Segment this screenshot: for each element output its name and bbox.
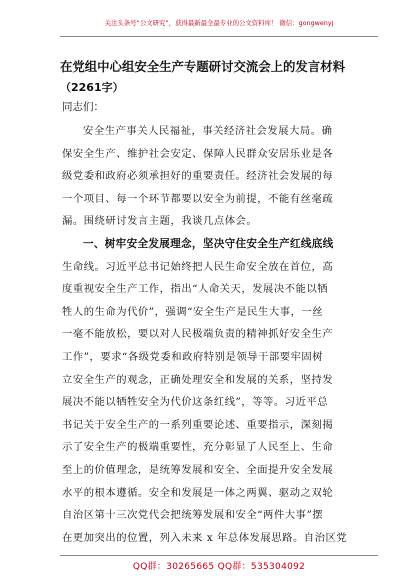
footer-contact-text: QQ群：30265665 QQ群：535304092 bbox=[132, 562, 306, 572]
text-line: 水平的根本遵循。安全和发展是一体之两翼、驱动之双轮 bbox=[62, 486, 334, 499]
text-line: 书记关于安全生产的一系列重要论述、重要指示，深刻揭 bbox=[62, 418, 334, 431]
document-title: 在党组中心组安全生产专题研讨交流会上的发言材料 bbox=[60, 59, 345, 74]
text-line: 度重视安全生产工作，指出“人命关天，发展决不能以牺 bbox=[62, 283, 329, 296]
text-line: 牲人的生命为代价”，强调“安全生产是民生大事，一丝 bbox=[62, 305, 324, 318]
text-line: 在更加突出的位置，列入未来 x 年总体发展思路。自治区党 bbox=[62, 531, 348, 544]
text-line: 自治区第十三次党代会把统筹发展和安全“两件大事”摆 bbox=[62, 509, 324, 522]
text-line: 示了安全生产的极端重要性，充分彰显了人民至上、生命 bbox=[62, 441, 334, 454]
text-line: 一个项目、每一个环节都要以安全为前提，不能有丝毫疏 bbox=[62, 192, 334, 205]
section-heading-line: 一、树牢安全发展理念，坚决守住安全生产红线底线 bbox=[83, 238, 334, 250]
text-line: 漏。围绕研讨发言主题，我谈几点体会。 bbox=[62, 215, 258, 228]
text-line: 展决不能以牺牲安全为代价这条红线”，等等。习近平总 bbox=[62, 396, 329, 409]
salutation: 同志们： bbox=[62, 101, 104, 113]
text-line: 生命线。习近平总书记始终把人民生命安全放在首位，高 bbox=[62, 260, 334, 273]
text-line: 安全生产事关人民福祉，事关经济社会发展大局。确 bbox=[83, 125, 333, 137]
header-banner bbox=[60, 6, 378, 37]
text-line: 至上的价值理念，是统筹发展和安全、全面提升安全发展 bbox=[62, 463, 334, 476]
text-line: 保安全生产、维护社会安定、保障人民群众安居乐业是各 bbox=[62, 147, 334, 160]
paragraph-section-one bbox=[62, 233, 352, 549]
text-line: 一毫不能放松，要以对人民极端负责的精神抓好安全生产 bbox=[62, 328, 334, 341]
text-line: 级党委和政府必须承担好的重要责任。经济社会发展的每 bbox=[62, 170, 334, 183]
header-banner-text: 关注头条号“公文研究”，获得最新最全最专业的公文资料库！ 微信：gongwenyj bbox=[104, 19, 334, 27]
word-count: （2261字） bbox=[60, 81, 124, 94]
footer bbox=[60, 555, 378, 576]
text-line: 工作”，要求“各级党委和政府特别是领导干部要牢固树 bbox=[62, 350, 324, 363]
text-line: 立安全生产的观念，正确处理安全和发展的关系，坚持发 bbox=[62, 373, 334, 386]
paragraph-intro bbox=[62, 120, 352, 233]
